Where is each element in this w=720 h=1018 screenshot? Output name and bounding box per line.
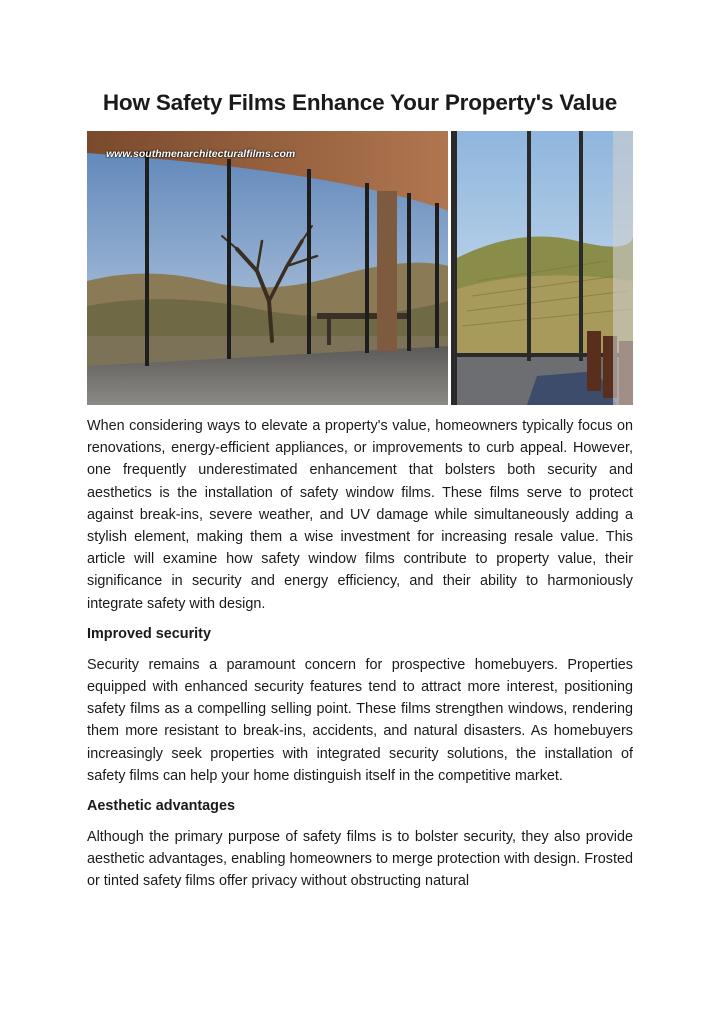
hero-image — [87, 131, 633, 405]
page-title: How Safety Films Enhance Your Property's Value — [102, 90, 618, 115]
intro-paragraph: When considering ways to elevate a property's value, homeowners typically focus on renovations, energy-efficient appliances, or improvements to curb appeal. However, one frequently underestimated enhancement that bolsters both security and aesthetics is the installation of safety window films. These films serve to protect against break-ins, severe weather, and UV damage while simultaneously adding a stylish element, making them a wise investment for increasing resale value. This article will examine how safety window films contribute to property value, their significance in security and energy efficiency, and their ability to harmoniously integrate safety with design. — [87, 418, 633, 612]
watermark-url: www.southmenarchitecturalfilms.com — [106, 148, 296, 160]
section-heading: Improved security — [87, 625, 211, 642]
article-body — [87, 415, 633, 893]
section-paragraph: Although the primary purpose of safety films is to bolster security, they also provide aesthetic advantages, enabling homeowners to merge protection with design. Frosted or tinted safety films offer privacy without obstructing natural — [87, 829, 633, 890]
hero-photo-illustration — [87, 131, 633, 405]
section-paragraph: Security remains a paramount concern for prospective homebuyers. Properties equipped with enhanced security features tend to attract more interest, positioning safety films as a compelling selling point. These films strengthen windows, rendering them more resistant to break-ins, accidents, and natural disasters. As homebuyers increasingly seek properties with integrated security solutions, the installation of safety films can help your home distinguish itself in the competitive market. — [87, 656, 633, 784]
section-heading: Aesthetic advantages — [87, 798, 235, 815]
